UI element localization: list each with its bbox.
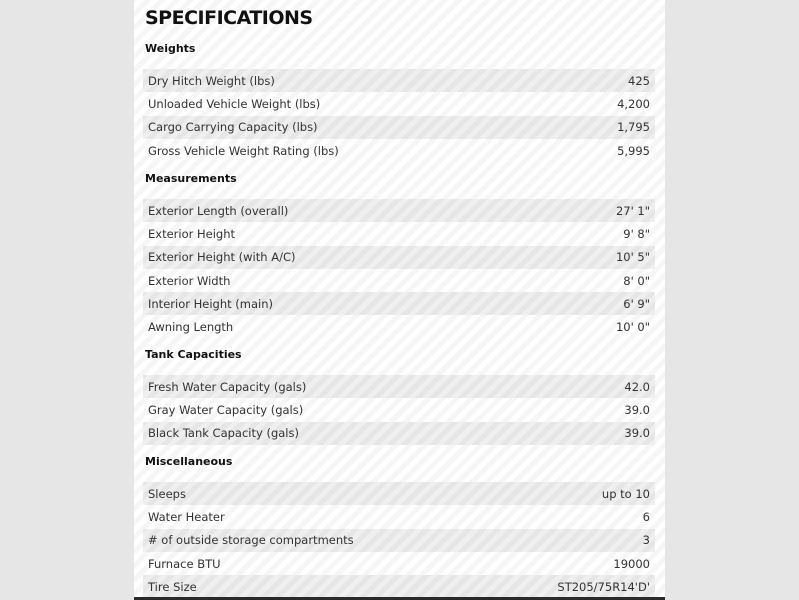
table-row bbox=[143, 552, 655, 575]
table-row bbox=[143, 505, 655, 528]
spec-value: 10' 5" bbox=[615, 250, 650, 265]
table-row bbox=[143, 315, 655, 338]
table-row bbox=[143, 269, 655, 292]
spec-value: 39.0 bbox=[624, 426, 650, 441]
spec-value: 1,795 bbox=[617, 120, 650, 135]
spec-label: Dry Hitch Weight (lbs) bbox=[148, 73, 275, 88]
spec-value: up to 10 bbox=[601, 486, 650, 501]
spec-label: Exterior Height (with A/C) bbox=[148, 250, 296, 265]
spec-label: Cargo Carrying Capacity (lbs) bbox=[148, 120, 318, 135]
miscellaneous-table bbox=[143, 482, 655, 597]
spec-label: Unloaded Vehicle Weight (lbs) bbox=[148, 96, 321, 111]
table-row bbox=[143, 482, 655, 505]
table-row bbox=[143, 199, 655, 222]
section-heading-tank-capacities: Tank Capacities bbox=[145, 348, 242, 361]
page-title: SPECIFICATIONS bbox=[145, 7, 313, 29]
spec-label: Fresh Water Capacity (gals) bbox=[148, 379, 307, 394]
spec-label: Exterior Length (overall) bbox=[148, 203, 289, 218]
table-row bbox=[143, 422, 655, 445]
table-row bbox=[143, 116, 655, 139]
spec-label: Exterior Height bbox=[148, 226, 236, 241]
section-heading-measurements: Measurements bbox=[145, 172, 237, 185]
section-heading-miscellaneous: Miscellaneous bbox=[145, 455, 233, 468]
spec-label: Interior Height (main) bbox=[148, 296, 273, 311]
table-row bbox=[143, 292, 655, 315]
spec-value: 8' 0" bbox=[623, 273, 650, 288]
tank-capacities-table bbox=[143, 375, 655, 445]
spec-value: 6 bbox=[642, 509, 650, 524]
spec-value: 425 bbox=[628, 73, 650, 88]
spec-label: Sleeps bbox=[148, 486, 186, 501]
measurements-table bbox=[143, 199, 655, 339]
table-row bbox=[143, 375, 655, 398]
spec-value: 9' 8" bbox=[623, 226, 650, 241]
spec-label: Gross Vehicle Weight Rating (lbs) bbox=[148, 143, 339, 158]
spec-label: Water Heater bbox=[148, 509, 225, 524]
spec-label: Exterior Width bbox=[148, 273, 231, 288]
table-row bbox=[143, 575, 655, 597]
table-row bbox=[143, 246, 655, 269]
spec-value: 42.0 bbox=[624, 379, 650, 394]
table-row bbox=[143, 69, 655, 92]
specifications-panel bbox=[134, 0, 665, 597]
spec-label: Gray Water Capacity (gals) bbox=[148, 402, 304, 417]
spec-label: Furnace BTU bbox=[148, 556, 221, 571]
spec-value: ST205/75R14'D' bbox=[557, 579, 650, 594]
spec-value: 3 bbox=[642, 533, 650, 548]
spec-value: 27' 1" bbox=[615, 203, 650, 218]
table-row bbox=[143, 92, 655, 115]
section-heading-weights: Weights bbox=[145, 42, 196, 55]
table-row bbox=[143, 222, 655, 245]
spec-value: 19000 bbox=[613, 556, 650, 571]
table-row bbox=[143, 139, 655, 162]
spec-value: 10' 0" bbox=[615, 320, 650, 335]
spec-value: 6' 9" bbox=[623, 296, 650, 311]
spec-label: Black Tank Capacity (gals) bbox=[148, 426, 299, 441]
table-row bbox=[143, 398, 655, 421]
table-row bbox=[143, 529, 655, 552]
weights-table bbox=[143, 69, 655, 162]
spec-label: Tire Size bbox=[148, 579, 197, 594]
spec-label: Awning Length bbox=[148, 320, 234, 335]
spec-label: # of outside storage compartments bbox=[148, 533, 354, 548]
spec-value: 39.0 bbox=[624, 402, 650, 417]
spec-value: 4,200 bbox=[617, 96, 650, 111]
spec-value: 5,995 bbox=[617, 143, 650, 158]
